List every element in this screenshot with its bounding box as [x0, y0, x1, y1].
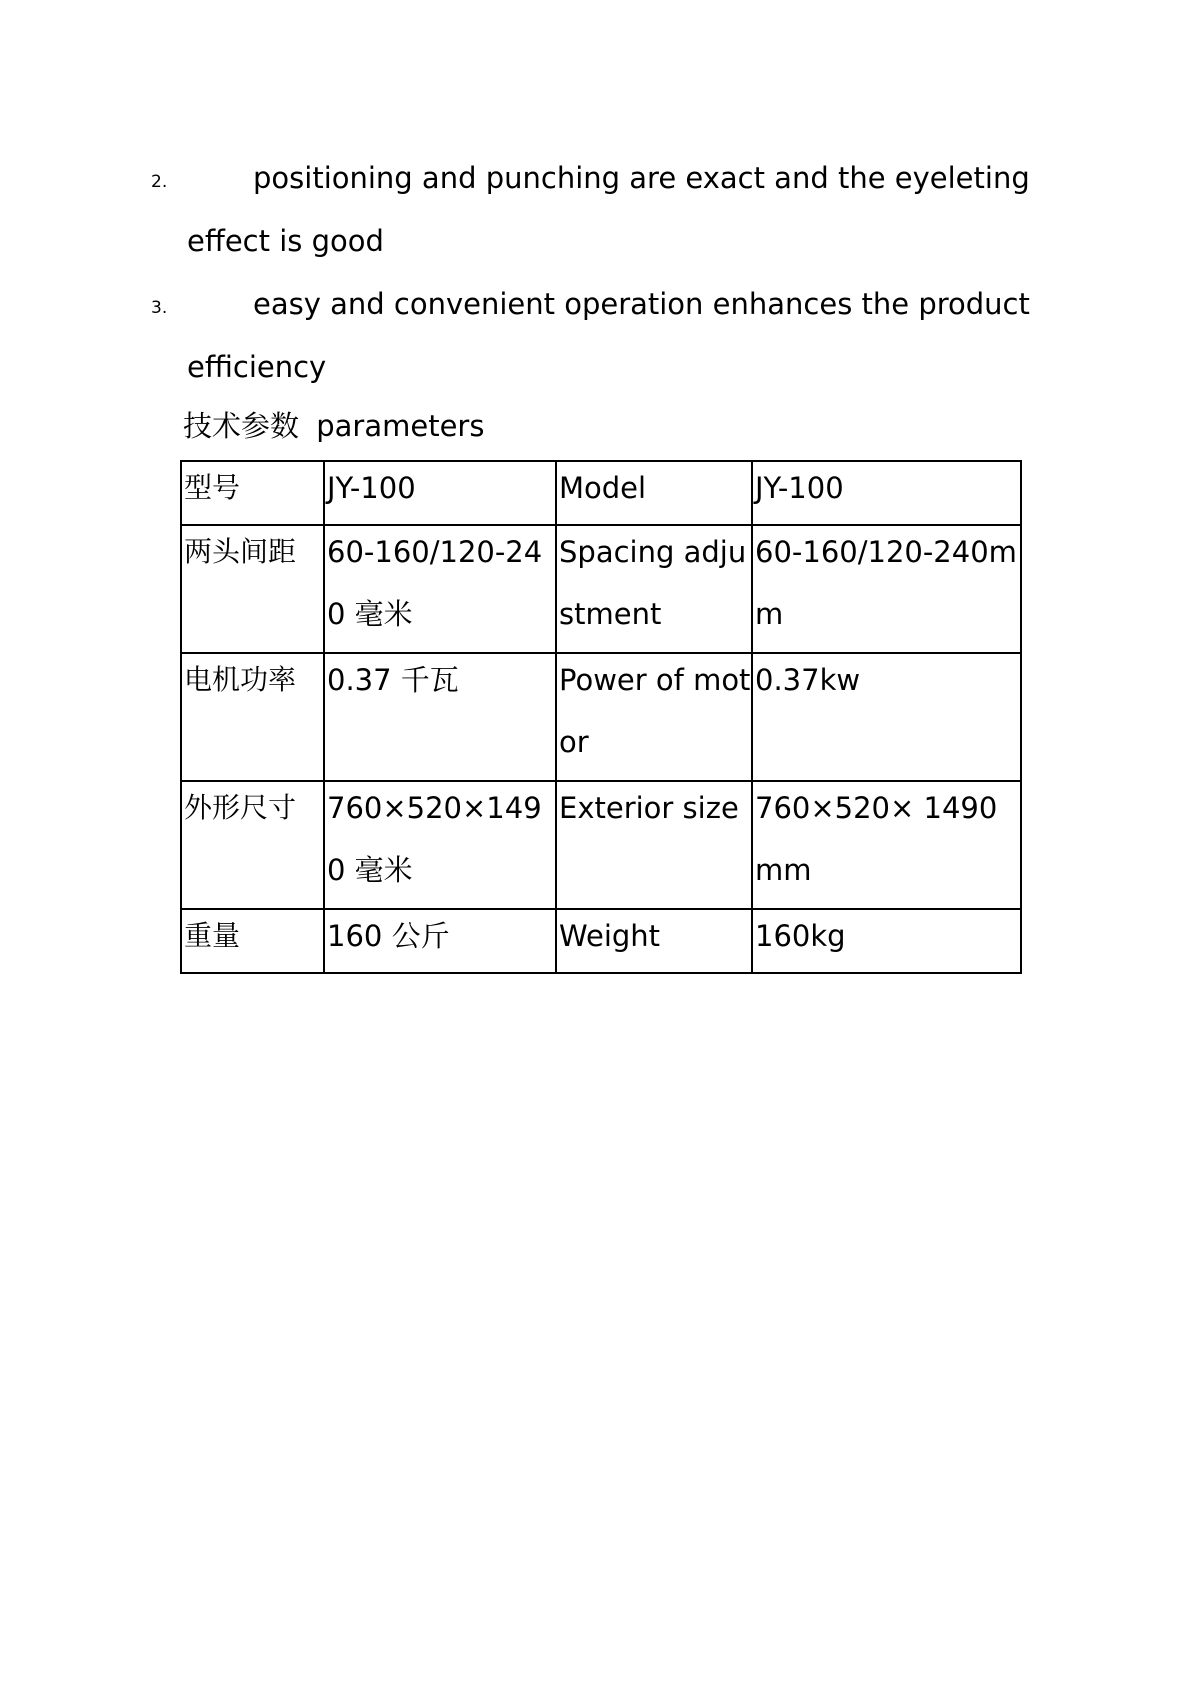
table-cell-en-value: 0.37kw	[752, 653, 1021, 781]
list-item	[0, 160, 1191, 290]
section-heading-cn: 技术参数	[183, 409, 300, 443]
table-cell-en-label: Weight	[556, 909, 752, 973]
table-cell-en-value: 160kg	[752, 909, 1021, 973]
list-text-line: positioning and punching are exact and the eyeleting	[253, 161, 1030, 195]
table-row	[181, 461, 1021, 525]
table-cell-en-label: Spacing adjustment	[556, 525, 752, 653]
list-item	[0, 286, 1191, 416]
table-row	[181, 781, 1021, 909]
table-cell-cn-label: 外形尺寸	[181, 781, 324, 909]
section-heading-en: parameters	[316, 409, 485, 443]
table-cell-cn-label: 型号	[181, 461, 324, 525]
table-row	[181, 909, 1021, 973]
spec-table	[180, 460, 1022, 974]
table-cell-en-label: Exterior size	[556, 781, 752, 909]
table-row	[181, 525, 1021, 653]
list-number: 3.	[151, 298, 168, 318]
list-text-line: efficiency	[187, 350, 327, 384]
table-cell-cn-value: 0.37 千瓦	[324, 653, 556, 781]
table-cell-cn-label: 两头间距	[181, 525, 324, 653]
table-cell-cn-label: 重量	[181, 909, 324, 973]
table-cell-cn-value: 60-160/120-240 毫米	[324, 525, 556, 653]
table-cell-en-value: 760×520× 1490mm	[752, 781, 1021, 909]
table-cell-en-label: Power of motor	[556, 653, 752, 781]
table-cell-cn-value: 760×520×1490 毫米	[324, 781, 556, 909]
table-cell-en-value: 60-160/120-240mm	[752, 525, 1021, 653]
table-cell-cn-label: 电机功率	[181, 653, 324, 781]
list-number: 2.	[151, 172, 168, 192]
table-cell-cn-value: JY-100	[324, 461, 556, 525]
list-text-line: easy and convenient operation enhances the product	[253, 287, 1030, 321]
section-heading	[183, 408, 484, 444]
table-cell-en-label: Model	[556, 461, 752, 525]
table-row	[181, 653, 1021, 781]
list-text-line: effect is good	[187, 224, 384, 258]
table-cell-cn-value: 160 公斤	[324, 909, 556, 973]
table-cell-en-value: JY-100	[752, 461, 1021, 525]
